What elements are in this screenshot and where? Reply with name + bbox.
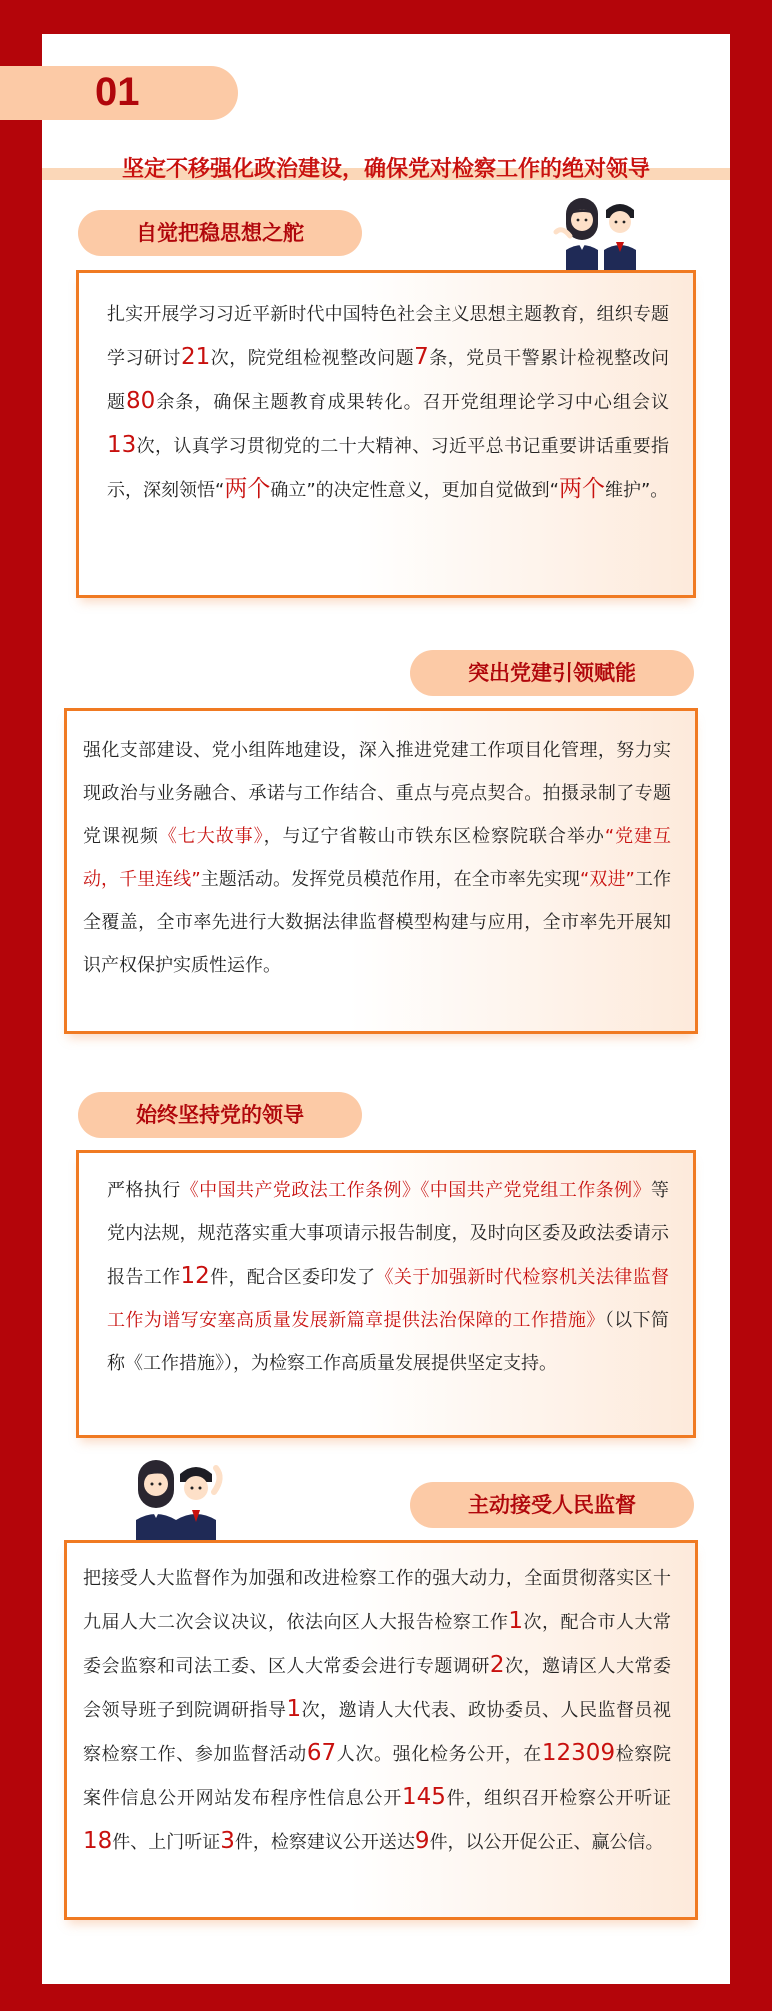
- block-heading-2: 突出党建引领赋能: [410, 650, 694, 696]
- section-number: 01: [95, 70, 140, 114]
- section-title: 坚定不移强化政治建设，确保党对检察工作的绝对领导: [121, 157, 650, 182]
- block-body-box-1: [76, 270, 696, 598]
- block-body-text-4: [83, 1557, 671, 1864]
- prosecutor-couple-icon: [548, 192, 648, 272]
- body-text-run: 人次。强化检务公开，在: [336, 1744, 542, 1765]
- highlight-text: 《关于加强新时代检察机关法律监督工作为谱写安塞高质量发展新篇章提供法治保障的工作措施》: [107, 1267, 670, 1331]
- body-text-run: 确立”的决定性意义，更加自觉做到“: [270, 480, 559, 501]
- highlight-text: 9: [414, 1828, 430, 1854]
- highlight-text: 《中国共产党政法工作条例》《中国共产党党组工作条例》: [180, 1180, 651, 1201]
- body-text-run: 次，认真学习贯彻党的二十大精神、习近平总书记重要讲话重要指示，深刻领悟“: [107, 436, 669, 501]
- block-body-text-3: [107, 1169, 669, 1385]
- highlight-text: 18: [83, 1828, 113, 1854]
- block-body-text-2: [83, 729, 671, 987]
- body-text-run: 件，以公开促公正、赢公信。: [429, 1832, 664, 1853]
- block-body-box-4: [64, 1540, 698, 1920]
- body-text-run: 检察院案件信息公开网站发布程序性信息公开: [83, 1744, 672, 1809]
- highlight-text: 两个: [224, 476, 271, 502]
- prosecutor-couple-illustration-1: [548, 192, 648, 272]
- highlight-text: 两个: [558, 476, 605, 502]
- body-text-run: 次，邀请人大代表、政协委员、人民监督员视察检察工作、参加监督活动: [83, 1700, 672, 1765]
- body-text-run: 次，邀请区人大常委会领导班子到院调研指导: [83, 1656, 672, 1721]
- body-text-run: 余条，确保主题教育成果转化。召开党组理论学习中心组会议: [155, 392, 670, 413]
- body-text-run: 件，检察建议公开送达: [234, 1832, 415, 1853]
- body-text-run: 次，院党组检视整改问题: [210, 348, 415, 369]
- body-text-run: 等党内法规，规范落实重大事项请示报告制度，及时向区委及政法委请示报告工作: [107, 1180, 669, 1288]
- body-text-run: 把接受人大监督作为加强和改进检察工作的强大动力，全面贯彻落实区十九届人大二次会议决议，依法向区人大报告检察工作: [83, 1568, 671, 1633]
- highlight-text: 7: [414, 344, 429, 370]
- block-body-box-3: [76, 1150, 696, 1438]
- highlight-text: “党建互动，千里连线”: [83, 826, 672, 890]
- highlight-text: 80: [126, 388, 156, 414]
- prosecutor-couple-illustration-2: [122, 1452, 234, 1544]
- prosecutor-couple-icon: [122, 1452, 234, 1544]
- block-heading-4: 主动接受人民监督: [410, 1482, 694, 1528]
- section-number-tab: [0, 66, 238, 120]
- highlight-text: 12309: [541, 1740, 616, 1766]
- body-text-run: 强化支部建设、党小组阵地建设，深入推进党建工作项目化管理，努力实现政治与业务融合、承诺与工作结合、重点与亮点契合。拍摄录制了专题党课视频: [83, 740, 671, 847]
- highlight-text: 《七大故事》: [158, 826, 264, 847]
- body-text-run: 次，配合市人大常委会监察和司法工委、区人大常委会进行专题调研: [83, 1612, 672, 1677]
- highlight-text: 1: [508, 1608, 524, 1634]
- body-text-run: 件、上门听证: [112, 1832, 221, 1853]
- highlight-text: 67: [306, 1740, 337, 1766]
- body-text-run: 工作全覆盖，全市率先进行大数据法律监督模型构建与应用，全市率先开展知识产权保护实质性运作。: [83, 869, 672, 976]
- body-text-run: 件，配合区委印发了: [209, 1267, 376, 1288]
- block-body-text-1: [107, 293, 669, 512]
- highlight-text: “双进”: [580, 869, 635, 890]
- body-text-run: 条，党员干警累计检视整改问题: [107, 348, 670, 413]
- body-text-run: 主题活动。发挥党员模范作用，在全市率先实现: [200, 869, 581, 890]
- block-heading-1: 自觉把稳思想之舵: [78, 210, 362, 256]
- highlight-text: 1: [286, 1696, 302, 1722]
- highlight-text: 12: [180, 1263, 210, 1289]
- block-body-box-2: [64, 708, 698, 1034]
- body-text-run: 扎实开展学习习近平新时代中国特色社会主义思想主题教育，组织专题学习研讨: [107, 304, 669, 369]
- highlight-text: 2: [489, 1652, 505, 1678]
- highlight-text: 145: [401, 1784, 446, 1810]
- body-text-run: 件，组织召开检察公开听证: [445, 1788, 672, 1809]
- highlight-text: 3: [220, 1828, 235, 1854]
- body-text-run: ，与辽宁省鞍山市铁东区检察院联合举办: [263, 826, 605, 847]
- highlight-text: 13: [107, 432, 137, 458]
- body-text-run: 维护”。: [604, 480, 669, 501]
- block-heading-3: 始终坚持党的领导: [78, 1092, 362, 1138]
- body-text-run: （以下简称《工作措施》），为检察工作高质量发展提供坚定支持。: [107, 1310, 670, 1374]
- highlight-text: 21: [180, 344, 211, 370]
- body-text-run: 严格执行: [107, 1180, 181, 1201]
